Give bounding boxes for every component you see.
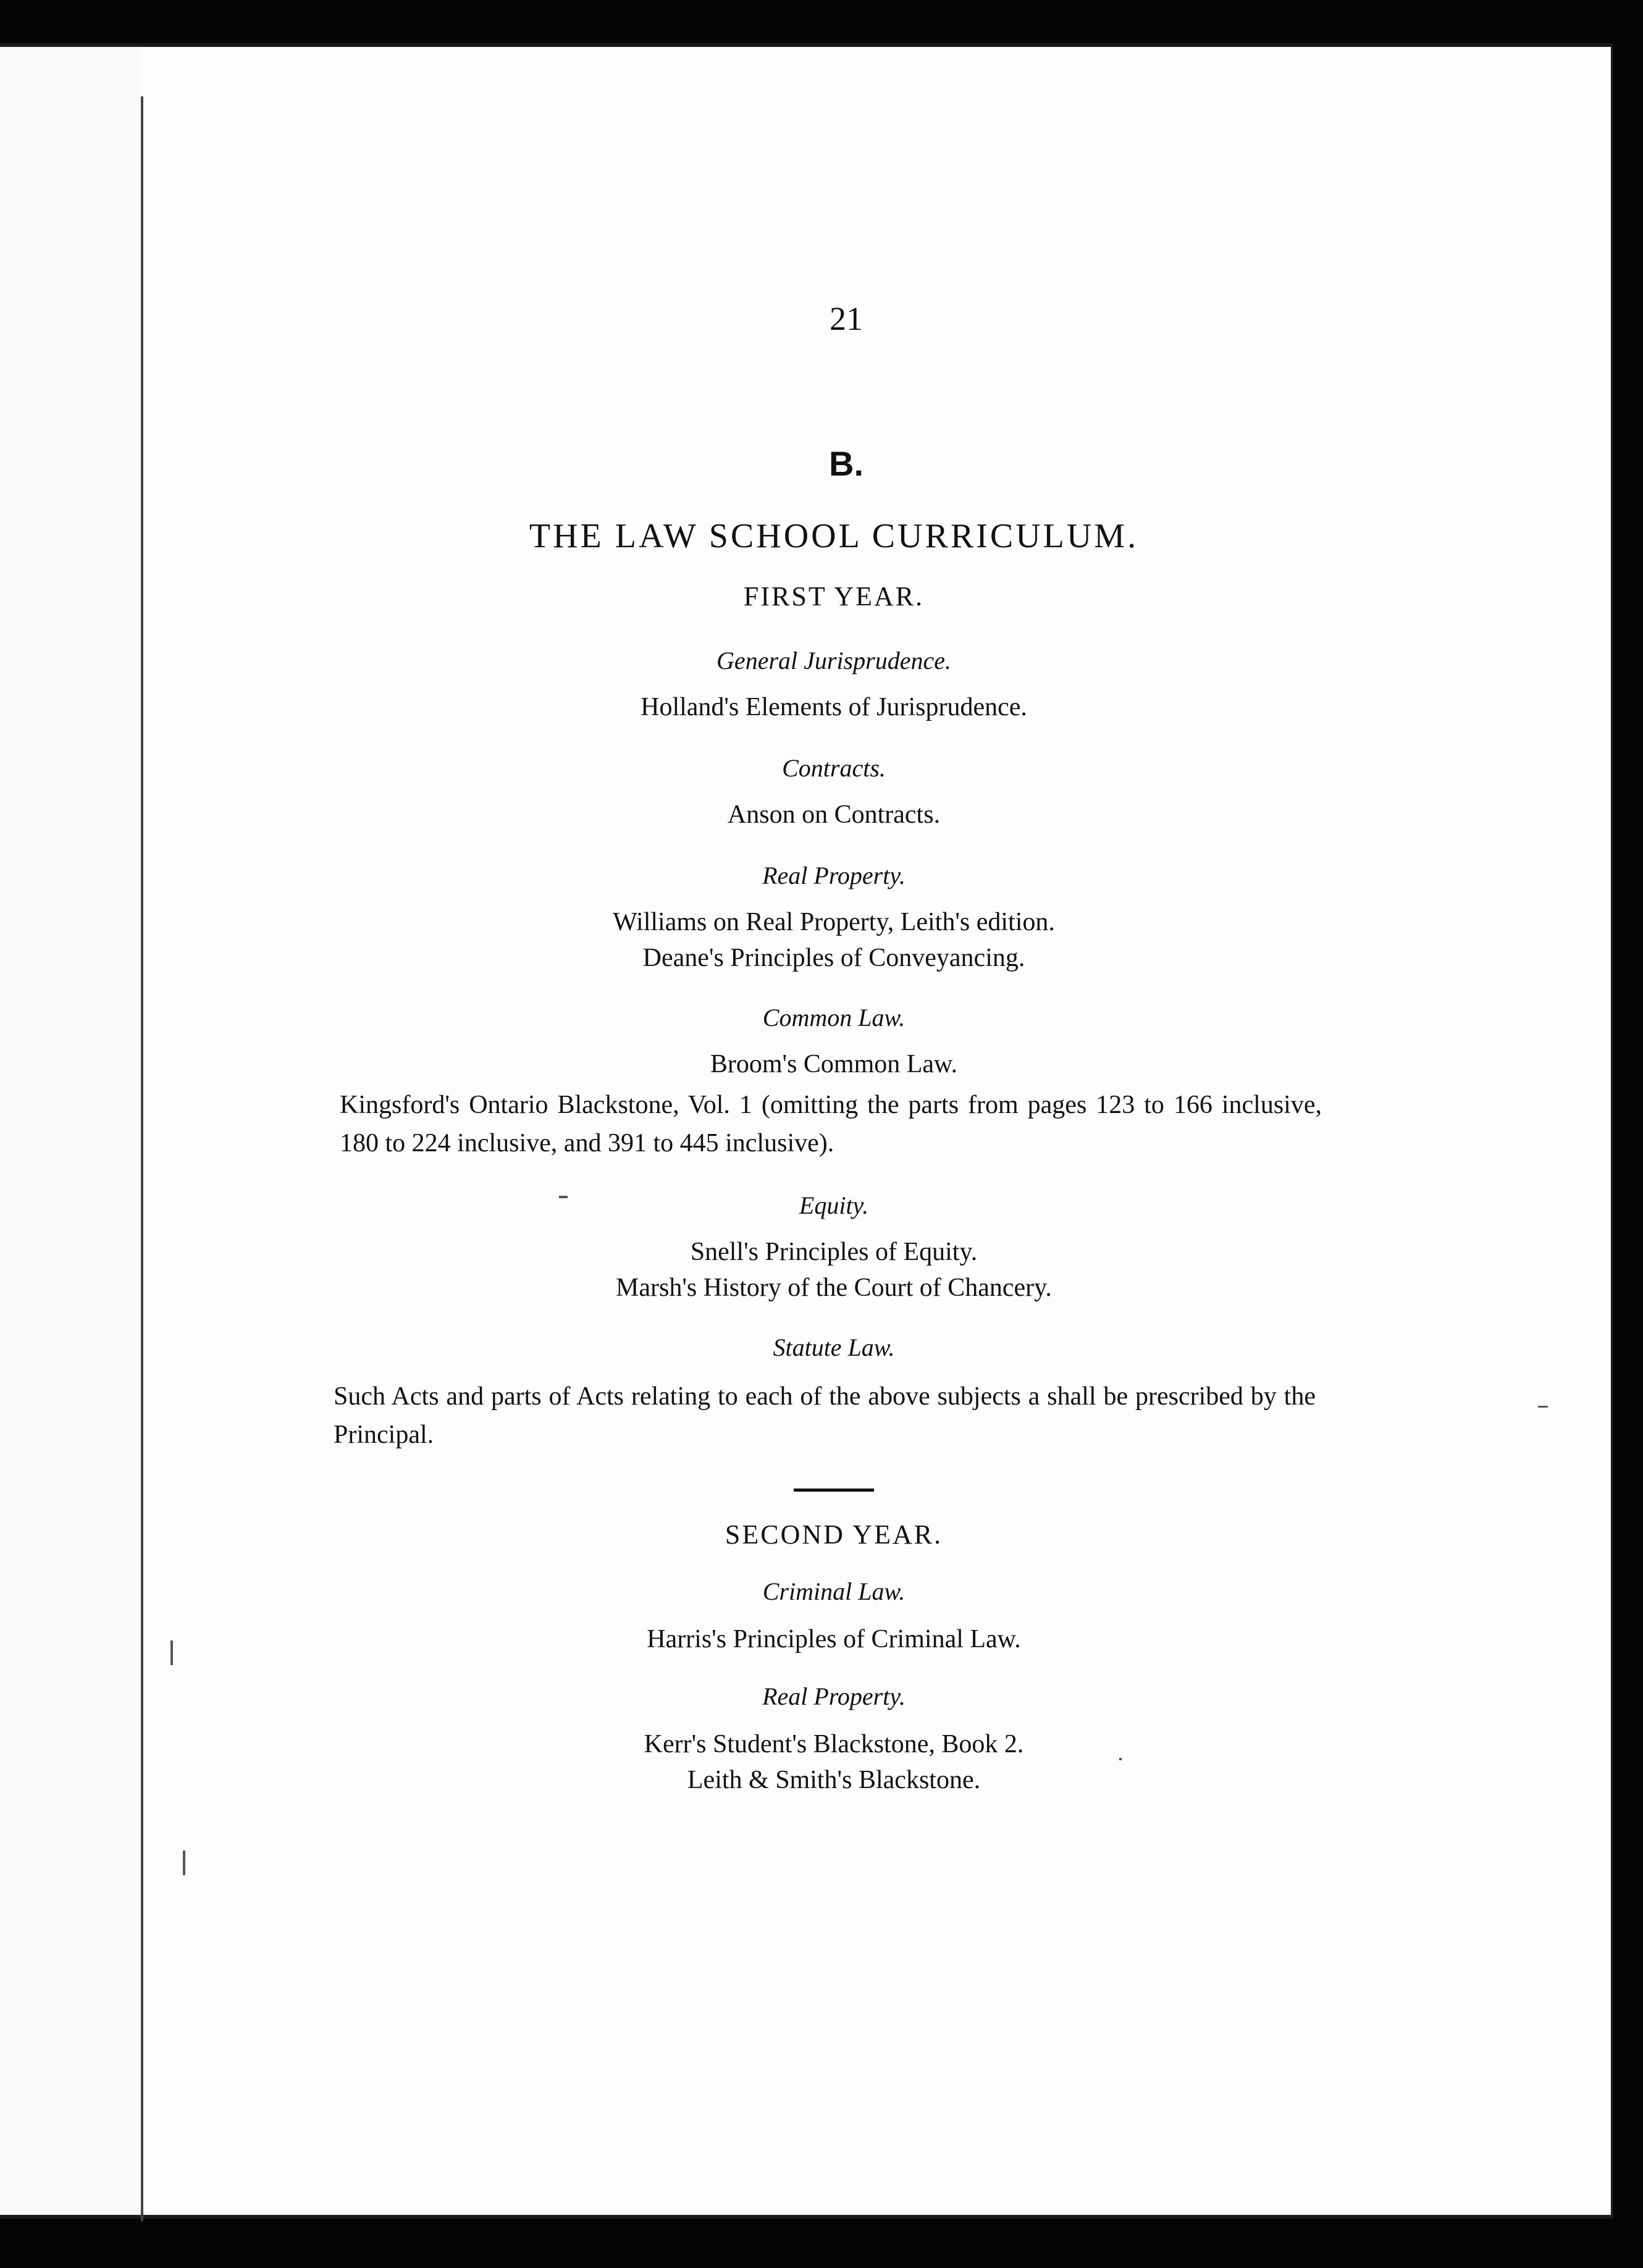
book-paragraph: Such Acts and parts of Acts relating to each of the above subjects a shall be prescribed by the Principal. [334, 1382, 1316, 1449]
book-entry: Kerr's Student's Blackstone, Book 2. [644, 1730, 1024, 1758]
subject-heading: General Jurisprudence. [716, 647, 951, 674]
subject-block-general-jurisprudence [371, 644, 1297, 725]
binding-margin [0, 47, 141, 2215]
binding-fold-line [141, 96, 143, 2221]
scan-speck [183, 1850, 185, 1875]
scan-speck [170, 1640, 173, 1665]
scan-border-right [1612, 0, 1643, 2268]
document-page [0, 43, 1613, 2219]
second-year-heading: SECOND YEAR. [725, 1519, 943, 1550]
subject-block-criminal-law [371, 1574, 1297, 1657]
subject-heading: Contracts. [782, 754, 886, 782]
scan-border-top [0, 0, 1643, 46]
book-entry: Williams on Real Property, Leith's edition. [613, 908, 1055, 936]
book-entry: Broom's Common Law. [710, 1050, 958, 1078]
subject-heading: Real Property. [762, 862, 906, 889]
subject-heading: Criminal Law. [762, 1577, 906, 1605]
section-letter: B. [829, 444, 864, 483]
book-entry: Snell's Principles of Equity. [690, 1238, 978, 1266]
subject-block-statute-law [334, 1330, 1316, 1454]
subject-heading: Statute Law. [773, 1334, 895, 1361]
subject-heading: Equity. [799, 1191, 869, 1219]
scan-speck [1538, 1406, 1548, 1408]
page-title: THE LAW SCHOOL CURRICULUM. [529, 517, 1139, 555]
subject-heading: Real Property. [762, 1682, 906, 1710]
scan-speck [1119, 1758, 1122, 1760]
subject-block-real-property-second [371, 1679, 1297, 1798]
book-entry: Harris's Principles of Criminal Law. [647, 1625, 1021, 1653]
section-divider [794, 1489, 874, 1492]
subject-block-common-law [340, 1001, 1322, 1162]
book-entry: Holland's Elements of Jurisprudence. [641, 693, 1027, 721]
first-year-heading: FIRST YEAR. [743, 581, 925, 611]
subject-block-real-property [371, 859, 1297, 976]
book-paragraph: Kingsford's Ontario Blackstone, Vol. 1 (omitting the parts from pages 123 to 166 inclusive, 180 to 224 inclusive, and 391 to 445 inclusive). [340, 1091, 1322, 1157]
book-entry: Marsh's History of the Court of Chancery. [616, 1274, 1052, 1302]
subject-block-contracts [371, 751, 1297, 833]
book-entry: Deane's Principles of Conveyancing. [642, 944, 1025, 972]
subject-heading: Common Law. [762, 1004, 906, 1031]
scan-speck [559, 1196, 568, 1198]
book-entry: Leith & Smith's Blackstone. [687, 1766, 981, 1794]
subject-block-equity [371, 1188, 1297, 1306]
page-number: 21 [830, 300, 863, 337]
book-entry: Anson on Contracts. [727, 800, 941, 829]
scan-border-bottom [0, 2217, 1643, 2268]
page-content [334, 251, 1322, 1798]
